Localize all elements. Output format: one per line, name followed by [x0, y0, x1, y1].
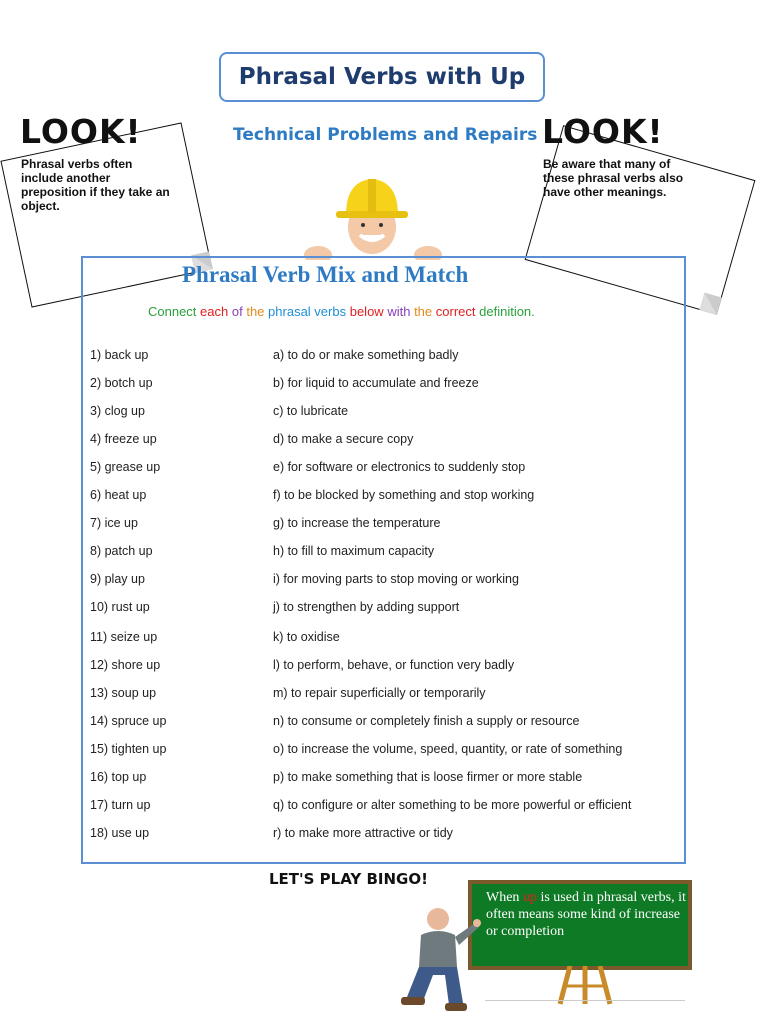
- phrasal-verb-item: 8) patch up: [90, 544, 153, 558]
- page-subtitle: Technical Problems and Repairs: [233, 125, 538, 145]
- definition-item: i) for moving parts to stop moving or working: [273, 572, 519, 586]
- instruction-word: Connect: [148, 304, 197, 319]
- look-text-right: Be aware that many of these phrasal verbs also have other meanings.: [543, 157, 684, 199]
- phrasal-verb-item: 18) use up: [90, 826, 150, 840]
- definition-item: d) to make a secure copy: [273, 432, 414, 446]
- instruction-word: of: [231, 304, 243, 319]
- page-title: Phrasal Verbs with Up: [219, 52, 545, 102]
- instruction-word: each: [200, 304, 229, 319]
- definition-item: j) to strengthen by adding support: [273, 600, 460, 614]
- instruction-word: the: [414, 304, 433, 319]
- definition-item: c) to lubricate: [273, 404, 349, 418]
- floor-line: [485, 1000, 685, 1001]
- phrasal-verb-item: 2) botch up: [90, 376, 153, 390]
- phrasal-verb-item: 5) grease up: [90, 460, 161, 474]
- hard-hat-worker-illustration: [300, 165, 450, 260]
- phrasal-verb-item: 12) shore up: [90, 658, 161, 672]
- phrasal-verb-item: 14) spruce up: [90, 714, 167, 728]
- instruction-word: correct: [435, 304, 476, 319]
- definition-item: h) to fill to maximum capacity: [273, 544, 435, 558]
- instruction-word: phrasal verbs: [268, 304, 347, 319]
- phrasal-verb-item: 4) freeze up: [90, 432, 157, 446]
- definition-item: f) to be blocked by something and stop working: [273, 488, 535, 502]
- phrasal-verb-item: 1) back up: [90, 348, 149, 362]
- exercise-title: Phrasal Verb Mix and Match: [182, 262, 469, 287]
- definition-item: m) to repair superficially or temporarily: [273, 686, 486, 700]
- instruction-word: below: [349, 304, 384, 319]
- definition-item: r) to make more attractive or tidy: [273, 826, 453, 840]
- definition-item: a) to do or make something badly: [273, 348, 459, 362]
- bingo-heading: LET'S PLAY BINGO!: [269, 870, 428, 888]
- definition-item: e) for software or electronics to suddenly stop: [273, 460, 526, 474]
- definition-item: l) to perform, behave, or function very badly: [273, 658, 515, 672]
- look-heading-right: LOOK!: [542, 112, 664, 151]
- definition-item: g) to increase the temperature: [273, 516, 441, 530]
- instruction-word: definition.: [479, 304, 535, 319]
- definition-item: p) to make something that is loose firmer or more stable: [273, 770, 583, 784]
- definition-item: o) to increase the volume, speed, quantity, or rate of something: [273, 742, 623, 756]
- phrasal-verb-item: 9) play up: [90, 572, 145, 586]
- definition-item: q) to configure or alter something to be more powerful or efficient: [273, 798, 632, 812]
- mechanic-illustration: [393, 905, 483, 1020]
- chalkboard-text: When up is used in phrasal verbs, it often means some kind of increase or completion: [486, 890, 686, 939]
- phrasal-verb-item: 3) clog up: [90, 404, 145, 418]
- definition-item: n) to consume or completely finish a supply or resource: [273, 714, 580, 728]
- phrasal-verb-item: 6) heat up: [90, 488, 147, 502]
- look-text-left: Phrasal verbs often include another preposition if they take an object.: [21, 157, 170, 213]
- exercise-instruction: [148, 304, 535, 319]
- definition-item: k) to oxidise: [273, 630, 340, 644]
- phrasal-verb-item: 17) turn up: [90, 798, 151, 812]
- look-heading-left: LOOK!: [20, 112, 142, 151]
- phrasal-verb-item: 7) ice up: [90, 516, 138, 530]
- phrasal-verb-item: 13) soup up: [90, 686, 157, 700]
- definition-item: b) for liquid to accumulate and freeze: [273, 376, 479, 390]
- instruction-word: the: [246, 304, 265, 319]
- phrasal-verb-item: 10) rust up: [90, 600, 150, 614]
- chalkboard-highlight: up: [522, 890, 537, 905]
- phrasal-verb-item: 15) tighten up: [90, 742, 167, 756]
- phrasal-verb-item: 11) seize up: [90, 630, 158, 644]
- phrasal-verb-item: 16) top up: [90, 770, 147, 784]
- instruction-word: with: [387, 304, 411, 319]
